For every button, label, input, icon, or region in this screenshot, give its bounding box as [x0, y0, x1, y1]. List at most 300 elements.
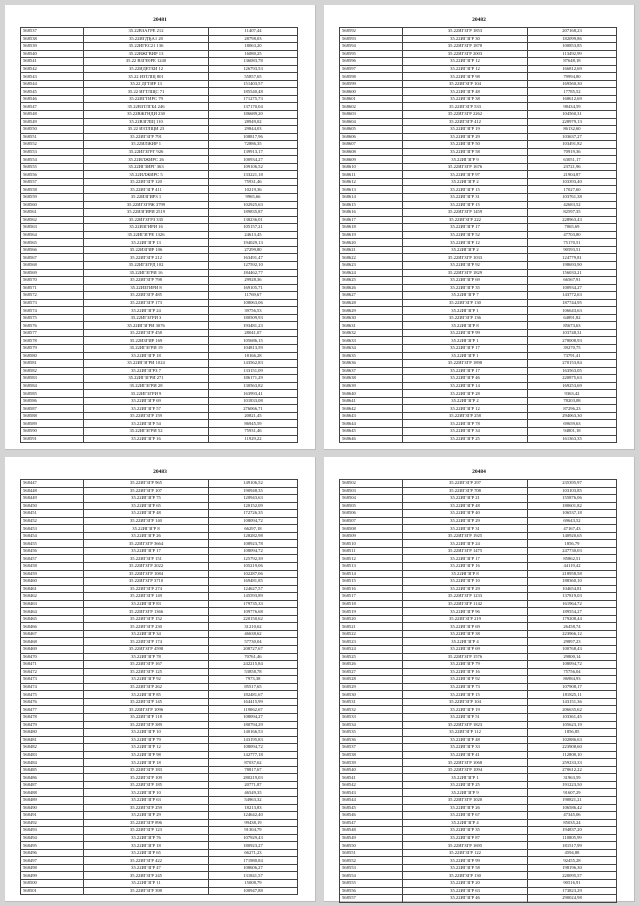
table-row: [21, 706, 298, 714]
code-cell: 35.22ИГЗГР 112: [403, 729, 528, 737]
amount-cell: 259233,33: [528, 759, 617, 767]
amount-cell: 103393,40: [528, 178, 617, 186]
code-cell: 35.22ИГЗГР 29: [84, 812, 209, 820]
record-id-cell: 568487: [21, 781, 84, 789]
table-row: [340, 864, 617, 872]
table-row: [340, 65, 617, 73]
record-id-cell: 568544: [340, 796, 403, 804]
amount-cell: 103103,85: [528, 487, 617, 495]
record-id-cell: 568471: [21, 661, 84, 669]
record-id-cell: 568597: [340, 65, 403, 73]
record-id-cell: 568617: [340, 216, 403, 224]
table-row: [340, 375, 617, 383]
amount-cell: 179735,33: [209, 600, 298, 608]
amount-cell: 75931,46: [209, 427, 298, 435]
code-cell: 35.22ИГЗГР 98: [403, 73, 528, 81]
record-id-cell: 568589: [21, 420, 84, 428]
record-id-cell: 568557: [21, 178, 84, 186]
amount-cell: 26458,74: [528, 623, 617, 631]
record-id-cell: 568531: [340, 698, 403, 706]
table-row: [340, 638, 617, 646]
table-row: [21, 367, 298, 375]
table-row: [21, 163, 298, 171]
code-cell: 35.22ИГЗГР 17: [403, 555, 528, 563]
amount-cell: 113492,99: [528, 50, 617, 58]
code-cell: 35.22ИГЗГР 140: [84, 517, 209, 525]
table-row: [21, 751, 298, 759]
amount-cell: 149106,52: [209, 480, 298, 488]
code-cell: 35.22ИГЗГР 125: [84, 668, 209, 676]
table-row: [340, 653, 617, 661]
table-row: [21, 593, 298, 601]
table-row: [21, 35, 298, 43]
amount-cell: 92455,28: [528, 857, 617, 865]
table-row: [21, 487, 298, 495]
amount-cell: 208727,67: [209, 646, 298, 654]
amount-cell: 69643,52: [528, 517, 617, 525]
amount-cell: 194029,13: [209, 239, 298, 247]
amount-cell: 103491,82: [528, 141, 617, 149]
record-id-cell: 568620: [340, 239, 403, 247]
table-row: [21, 269, 298, 277]
amount-cell: 270153,84: [528, 360, 617, 368]
code-cell: 35.22ИГЗГР 28: [403, 390, 528, 398]
code-cell: 35.22ИГЗГР 29: [403, 133, 528, 141]
table-row: [340, 186, 617, 194]
table-row: [340, 420, 617, 428]
table-row: [21, 646, 298, 654]
code-cell: 35.22ИГЗГР 1823: [403, 721, 528, 729]
code-cell: 35.22ИГЗГР 8: [84, 525, 209, 533]
code-cell: 35.22ИГЗГР 411: [84, 186, 209, 194]
record-id-cell: 568573: [21, 299, 84, 307]
code-cell: 35.22ИЗГИРИ 2519: [84, 209, 209, 217]
table-row: [21, 337, 298, 345]
code-cell: 35.22ИЛЖИР 1: [84, 141, 209, 149]
amount-cell: 29844,03: [209, 126, 298, 134]
code-cell: 35.22ИГЗГР 2: [403, 397, 528, 405]
table-row: [21, 691, 298, 699]
record-id-cell: 568525: [340, 653, 403, 661]
amount-cell: 110805,99: [528, 834, 617, 842]
table-row: [21, 80, 298, 88]
table-row: [21, 721, 298, 729]
document-page: [5, 457, 316, 902]
record-id-cell: 568553: [340, 864, 403, 872]
table-row: [21, 563, 298, 571]
record-id-cell: 568588: [21, 412, 84, 420]
record-id-cell: 568594: [340, 43, 403, 51]
code-cell: 35.22ИГЗГР 4: [403, 819, 528, 827]
code-cell: 35.22ИГЗГР 33: [403, 744, 528, 752]
record-id-cell: 568509: [340, 532, 403, 540]
record-id-cell: 568500: [21, 879, 84, 887]
amount-cell: 172726,35: [209, 510, 298, 518]
record-id-cell: 568554: [21, 156, 84, 164]
amount-cell: 181825,11: [528, 691, 617, 699]
amount-cell: 53858,78: [209, 668, 298, 676]
table-row: [21, 88, 298, 96]
table-row: [340, 284, 617, 292]
table-row: [340, 578, 617, 586]
amount-cell: 100934,27: [528, 284, 617, 292]
code-cell: 35.22ИГЗГР 48: [403, 502, 528, 510]
code-cell: 35.22ИГЗГР 38: [403, 630, 528, 638]
table-row: [21, 502, 298, 510]
record-id-cell: 568626: [340, 284, 403, 292]
record-id-cell: 568592: [340, 28, 403, 36]
table-row: [340, 194, 617, 202]
table-row: [340, 88, 617, 96]
code-cell: 35.22ИГЗГР 34: [403, 427, 528, 435]
amount-cell: 66271,23: [209, 849, 298, 857]
code-cell: 35.22ИГЗГР 48: [403, 88, 528, 96]
table-row: [340, 563, 617, 571]
record-id-cell: 568565: [21, 239, 84, 247]
amount-cell: 109776,68: [209, 608, 298, 616]
code-cell: 35.22ИГЗГРЗ 7: [84, 367, 209, 375]
code-cell: 35.22ИГЗГР 21: [403, 495, 528, 503]
code-cell: 35.22ИГЗГР 1576: [403, 653, 528, 661]
record-id-cell: 568602: [340, 103, 403, 111]
amount-cell: 105623,19: [528, 721, 617, 729]
record-id-cell: 568528: [340, 676, 403, 684]
amount-cell: 15008,79: [209, 879, 298, 887]
record-id-cell: 568611: [340, 171, 403, 179]
amount-cell: 87296,23: [528, 405, 617, 413]
table-row: [340, 28, 617, 36]
record-id-cell: 568491: [21, 812, 84, 820]
table-row: [21, 827, 298, 835]
table-row: [340, 623, 617, 631]
code-cell: 35.22ИГЗГР 245: [84, 872, 209, 880]
table-row: [340, 895, 617, 903]
table-row: [340, 502, 617, 510]
table-row: [21, 540, 298, 548]
record-id-cell: 568513: [340, 563, 403, 571]
code-cell: 35.22ИГЗГР 63: [84, 796, 209, 804]
amount-cell: 69659,63: [528, 420, 617, 428]
table-row: [21, 427, 298, 435]
code-cell: 35.22ИГЗГР 25: [403, 435, 528, 443]
code-cell: 35.22ИГЗГР 274: [84, 585, 209, 593]
code-cell: 35.22ИГЗГР 212: [84, 254, 209, 262]
record-id-cell: 568633: [340, 337, 403, 345]
record-id-cell: 568485: [21, 766, 84, 774]
record-id-cell: 568634: [340, 344, 403, 352]
amount-cell: 20821,45: [209, 412, 298, 420]
amount-cell: 108063,06: [209, 299, 298, 307]
amount-cell: 184462,77: [209, 269, 298, 277]
amount-cell: 28798,03: [209, 35, 298, 43]
amount-cell: 31210,62: [209, 623, 298, 631]
table-row: [21, 729, 298, 737]
table-row: [21, 857, 298, 865]
record-id-cell: 568490: [21, 804, 84, 812]
amount-cell: 198196,30: [528, 864, 617, 872]
amount-cell: 228963,43: [528, 216, 617, 224]
amount-cell: 189835,87: [209, 209, 298, 217]
table-row: [21, 126, 298, 134]
amount-cell: 17027,60: [528, 186, 617, 194]
record-id-cell: 568544: [21, 80, 84, 88]
record-id-cell: 568598: [340, 73, 403, 81]
amount-cell: 168612,69: [528, 95, 617, 103]
table-row: [340, 269, 617, 277]
amount-cell: 189554,27: [528, 608, 617, 616]
record-id-cell: 568537: [21, 28, 84, 36]
amount-cell: 161363,35: [528, 435, 617, 443]
code-cell: 35.22ИГЗГР 1898: [403, 360, 528, 368]
amount-cell: 106643,63: [528, 307, 617, 315]
record-id-cell: 568449: [21, 495, 84, 503]
code-cell: 35.22ИГЗГРД 102: [84, 261, 209, 269]
code-cell: 35.22ИГЗГРИ 9: [84, 390, 209, 398]
table-row: [21, 864, 298, 872]
amount-cell: 79994,80: [528, 73, 617, 81]
record-id-cell: 568553: [21, 148, 84, 156]
table-row: [340, 480, 617, 488]
record-id-cell: 568486: [21, 774, 84, 782]
amount-cell: 63051,17: [528, 156, 617, 164]
amount-cell: 55857,65: [209, 73, 298, 81]
code-cell: 35.22ИГЗГР 79: [84, 736, 209, 744]
record-id-cell: 568540: [21, 50, 84, 58]
amount-cell: 169560,30: [528, 80, 617, 88]
table-row: [21, 532, 298, 540]
record-id-cell: 568547: [21, 103, 84, 111]
record-id-cell: 568578: [21, 337, 84, 345]
amount-cell: 125792,39: [209, 555, 298, 563]
code-cell: 35.22ИГЗГРИ 19: [84, 344, 209, 352]
record-id-cell: 568629: [340, 307, 403, 315]
record-id-cell: 568506: [340, 510, 403, 518]
table-row: [21, 209, 298, 217]
record-id-cell: 568555: [21, 163, 84, 171]
record-id-cell: 568628: [340, 299, 403, 307]
code-cell: 35.22 ИГТЛЩС 71: [84, 88, 209, 96]
code-cell: 35.22ИГЗГР 183: [84, 766, 209, 774]
table-row: [340, 95, 617, 103]
code-cell: 35.22ИГЗГР 230: [84, 623, 209, 631]
code-cell: 35.22ИГЗГР 69: [403, 277, 528, 285]
code-cell: 35.22ИГЗГР 1925: [403, 532, 528, 540]
record-id-cell: 568624: [340, 269, 403, 277]
code-cell: 35.22ИГДЂА1 20: [84, 35, 209, 43]
code-cell: 35.22ИГЗГР 222: [403, 216, 528, 224]
table-row: [21, 517, 298, 525]
amount-cell: 86945,59: [209, 420, 298, 428]
table-row: [340, 630, 617, 638]
table-row: [21, 480, 298, 488]
amount-cell: 18213,83: [209, 804, 298, 812]
table-row: [340, 525, 617, 533]
table-row: [340, 615, 617, 623]
record-id-cell: 568641: [340, 397, 403, 405]
table-row: [21, 789, 298, 797]
amount-cell: 127592,10: [209, 261, 298, 269]
table-row: [340, 216, 617, 224]
record-id-cell: 568585: [21, 390, 84, 398]
amount-cell: 39270,75: [528, 344, 617, 352]
amount-cell: 102287,06: [209, 570, 298, 578]
record-id-cell: 568489: [21, 796, 84, 804]
table-row: [21, 344, 298, 352]
code-cell: 35.22ВЗАГРЕ 212: [84, 28, 209, 36]
record-id-cell: 568604: [340, 118, 403, 126]
table-row: [340, 736, 617, 744]
code-cell: 35.22ИГЗГР 1084: [84, 570, 209, 578]
table-row: [340, 148, 617, 156]
amount-cell: 31963,59: [528, 774, 617, 782]
code-cell: 35.22ИГЗГР 151: [84, 555, 209, 563]
code-cell: 35.22ИГЗГР 92: [84, 676, 209, 684]
amount-cell: 101833,08: [209, 397, 298, 405]
table-row: [21, 194, 298, 202]
code-cell: 35.22ИГЗГР 78: [84, 653, 209, 661]
table-row: [340, 224, 617, 232]
record-id-cell: 568479: [21, 721, 84, 729]
amount-cell: 190821,21: [528, 796, 617, 804]
table-row: [340, 261, 617, 269]
code-cell: 35.22ИГЗГР 2: [403, 178, 528, 186]
code-cell: 35.22ИГЗГР 1096: [84, 706, 209, 714]
amount-cell: 173823,29: [528, 887, 617, 895]
code-cell: 35.22ИГЗГР 15: [403, 691, 528, 699]
table-row: [21, 299, 298, 307]
amount-cell: 23721,96: [528, 163, 617, 171]
record-id-cell: 568625: [340, 277, 403, 285]
record-id-cell: 568533: [340, 713, 403, 721]
record-id-cell: 568571: [21, 284, 84, 292]
code-cell: 35.22ИГЗГР 1020: [403, 796, 528, 804]
code-cell: 35.22ИГЗГР 262: [84, 683, 209, 691]
record-id-cell: 568587: [21, 405, 84, 413]
amount-cell: 108094,72: [209, 744, 298, 752]
record-id-cell: 568550: [340, 842, 403, 850]
amount-cell: 133151,09: [209, 367, 298, 375]
amount-cell: 78817,67: [209, 766, 298, 774]
amount-cell: 242215,84: [209, 661, 298, 669]
record-id-cell: 568507: [340, 517, 403, 525]
amount-cell: 47345,06: [528, 812, 617, 820]
record-id-cell: 568539: [340, 759, 403, 767]
table-row: [21, 510, 298, 518]
table-row: [340, 254, 617, 262]
amount-cell: 85673,63: [528, 322, 617, 330]
table-row: [21, 638, 298, 646]
code-cell: 35.22ИГЗГР 24: [84, 307, 209, 315]
record-id-cell: 568545: [21, 88, 84, 96]
table-row: [340, 691, 617, 699]
table-row: [340, 126, 617, 134]
amount-cell: 137170,04: [209, 103, 298, 111]
code-cell: 35.22 ИЗТЛЩ 801: [84, 73, 209, 81]
table-row: [340, 246, 617, 254]
table-row: [21, 58, 298, 66]
record-id-cell: 568583: [21, 375, 84, 383]
record-id-cell: 568475: [21, 691, 84, 699]
table-row: [340, 163, 617, 171]
table-row: [21, 360, 298, 368]
table-row: [340, 367, 617, 375]
table-row: [21, 307, 298, 315]
record-id-cell: 568501: [21, 887, 84, 895]
record-id-cell: 568516: [340, 585, 403, 593]
amount-cell: 47703,80: [528, 231, 617, 239]
code-cell: 35.22 ДГТИР 13: [84, 80, 209, 88]
amount-cell: 86132,60: [528, 126, 617, 134]
table-row: [340, 834, 617, 842]
document-page: [324, 457, 635, 902]
code-cell: 35.22ИГЗГР 259: [84, 804, 209, 812]
code-cell: 35.22ИГЗГР 83: [84, 600, 209, 608]
table-row: [21, 525, 298, 533]
record-id-cell: 568457: [21, 555, 84, 563]
code-cell: 35.22ИГЗГР 297: [403, 480, 528, 488]
table-row: [21, 615, 298, 623]
amount-cell: 235395,97: [528, 480, 617, 488]
code-cell: 35.22ИГЗГР 85: [84, 691, 209, 699]
code-cell: 35.22ИГЗГР 120: [84, 178, 209, 186]
record-id-cell: 568591: [21, 435, 84, 443]
table-row: [340, 698, 617, 706]
code-cell: 35.22ИГЗГРИ 52: [84, 427, 209, 435]
code-cell: 35.22ИГЗИРГ 363: [84, 163, 209, 171]
table-row: [340, 804, 617, 812]
amount-cell: 108606,27: [209, 864, 298, 872]
table-row: [340, 141, 617, 149]
record-id-cell: 568552: [21, 141, 84, 149]
table-row: [340, 517, 617, 525]
code-cell: 35.22ИГЗГР 24: [403, 540, 528, 548]
code-cell: 35.22ИГЗГР 15: [403, 186, 528, 194]
code-cell: 35.22ИГЗГР 92: [403, 676, 528, 684]
table-row: [340, 857, 617, 865]
record-id-cell: 568484: [21, 759, 84, 767]
code-cell: 35.22ИГЗГР 2262: [403, 111, 528, 119]
table-row: [340, 774, 617, 782]
record-id-cell: 568542: [21, 65, 84, 73]
amount-cell: 7973,38: [209, 676, 298, 684]
data-table: [339, 27, 617, 443]
amount-cell: 105219,06: [209, 563, 298, 571]
code-cell: 35.22ИГЗГР 97: [403, 171, 528, 179]
table-row: [21, 570, 298, 578]
amount-cell: 29800,14: [528, 653, 617, 661]
record-id-cell: 568510: [340, 540, 403, 548]
amount-cell: 247730,03: [528, 547, 617, 555]
record-id-cell: 568569: [21, 269, 84, 277]
record-id-cell: 568527: [340, 668, 403, 676]
table-row: [21, 375, 298, 383]
code-cell: 35.22ИГЗГР 1366: [84, 608, 209, 616]
table-row: [340, 487, 617, 495]
record-id-cell: 568452: [21, 517, 84, 525]
code-cell: 35.22ИГЗГР 12: [403, 65, 528, 73]
amount-cell: 171980,84: [209, 857, 298, 865]
table-row: [340, 118, 617, 126]
code-cell: 35.22ИГЗГР 12: [403, 58, 528, 66]
amount-cell: 98434,59: [528, 103, 617, 111]
amount-cell: 185540,48: [209, 88, 298, 96]
code-cell: 35.22ИГЗГР 52: [403, 231, 528, 239]
code-cell: 35.22ИГЗГР 145: [84, 698, 209, 706]
record-id-cell: 568577: [21, 329, 84, 337]
table-row: [340, 299, 617, 307]
amount-cell: 4594,88: [528, 849, 617, 857]
code-cell: 35.22ИГЗГР 159: [84, 412, 209, 420]
